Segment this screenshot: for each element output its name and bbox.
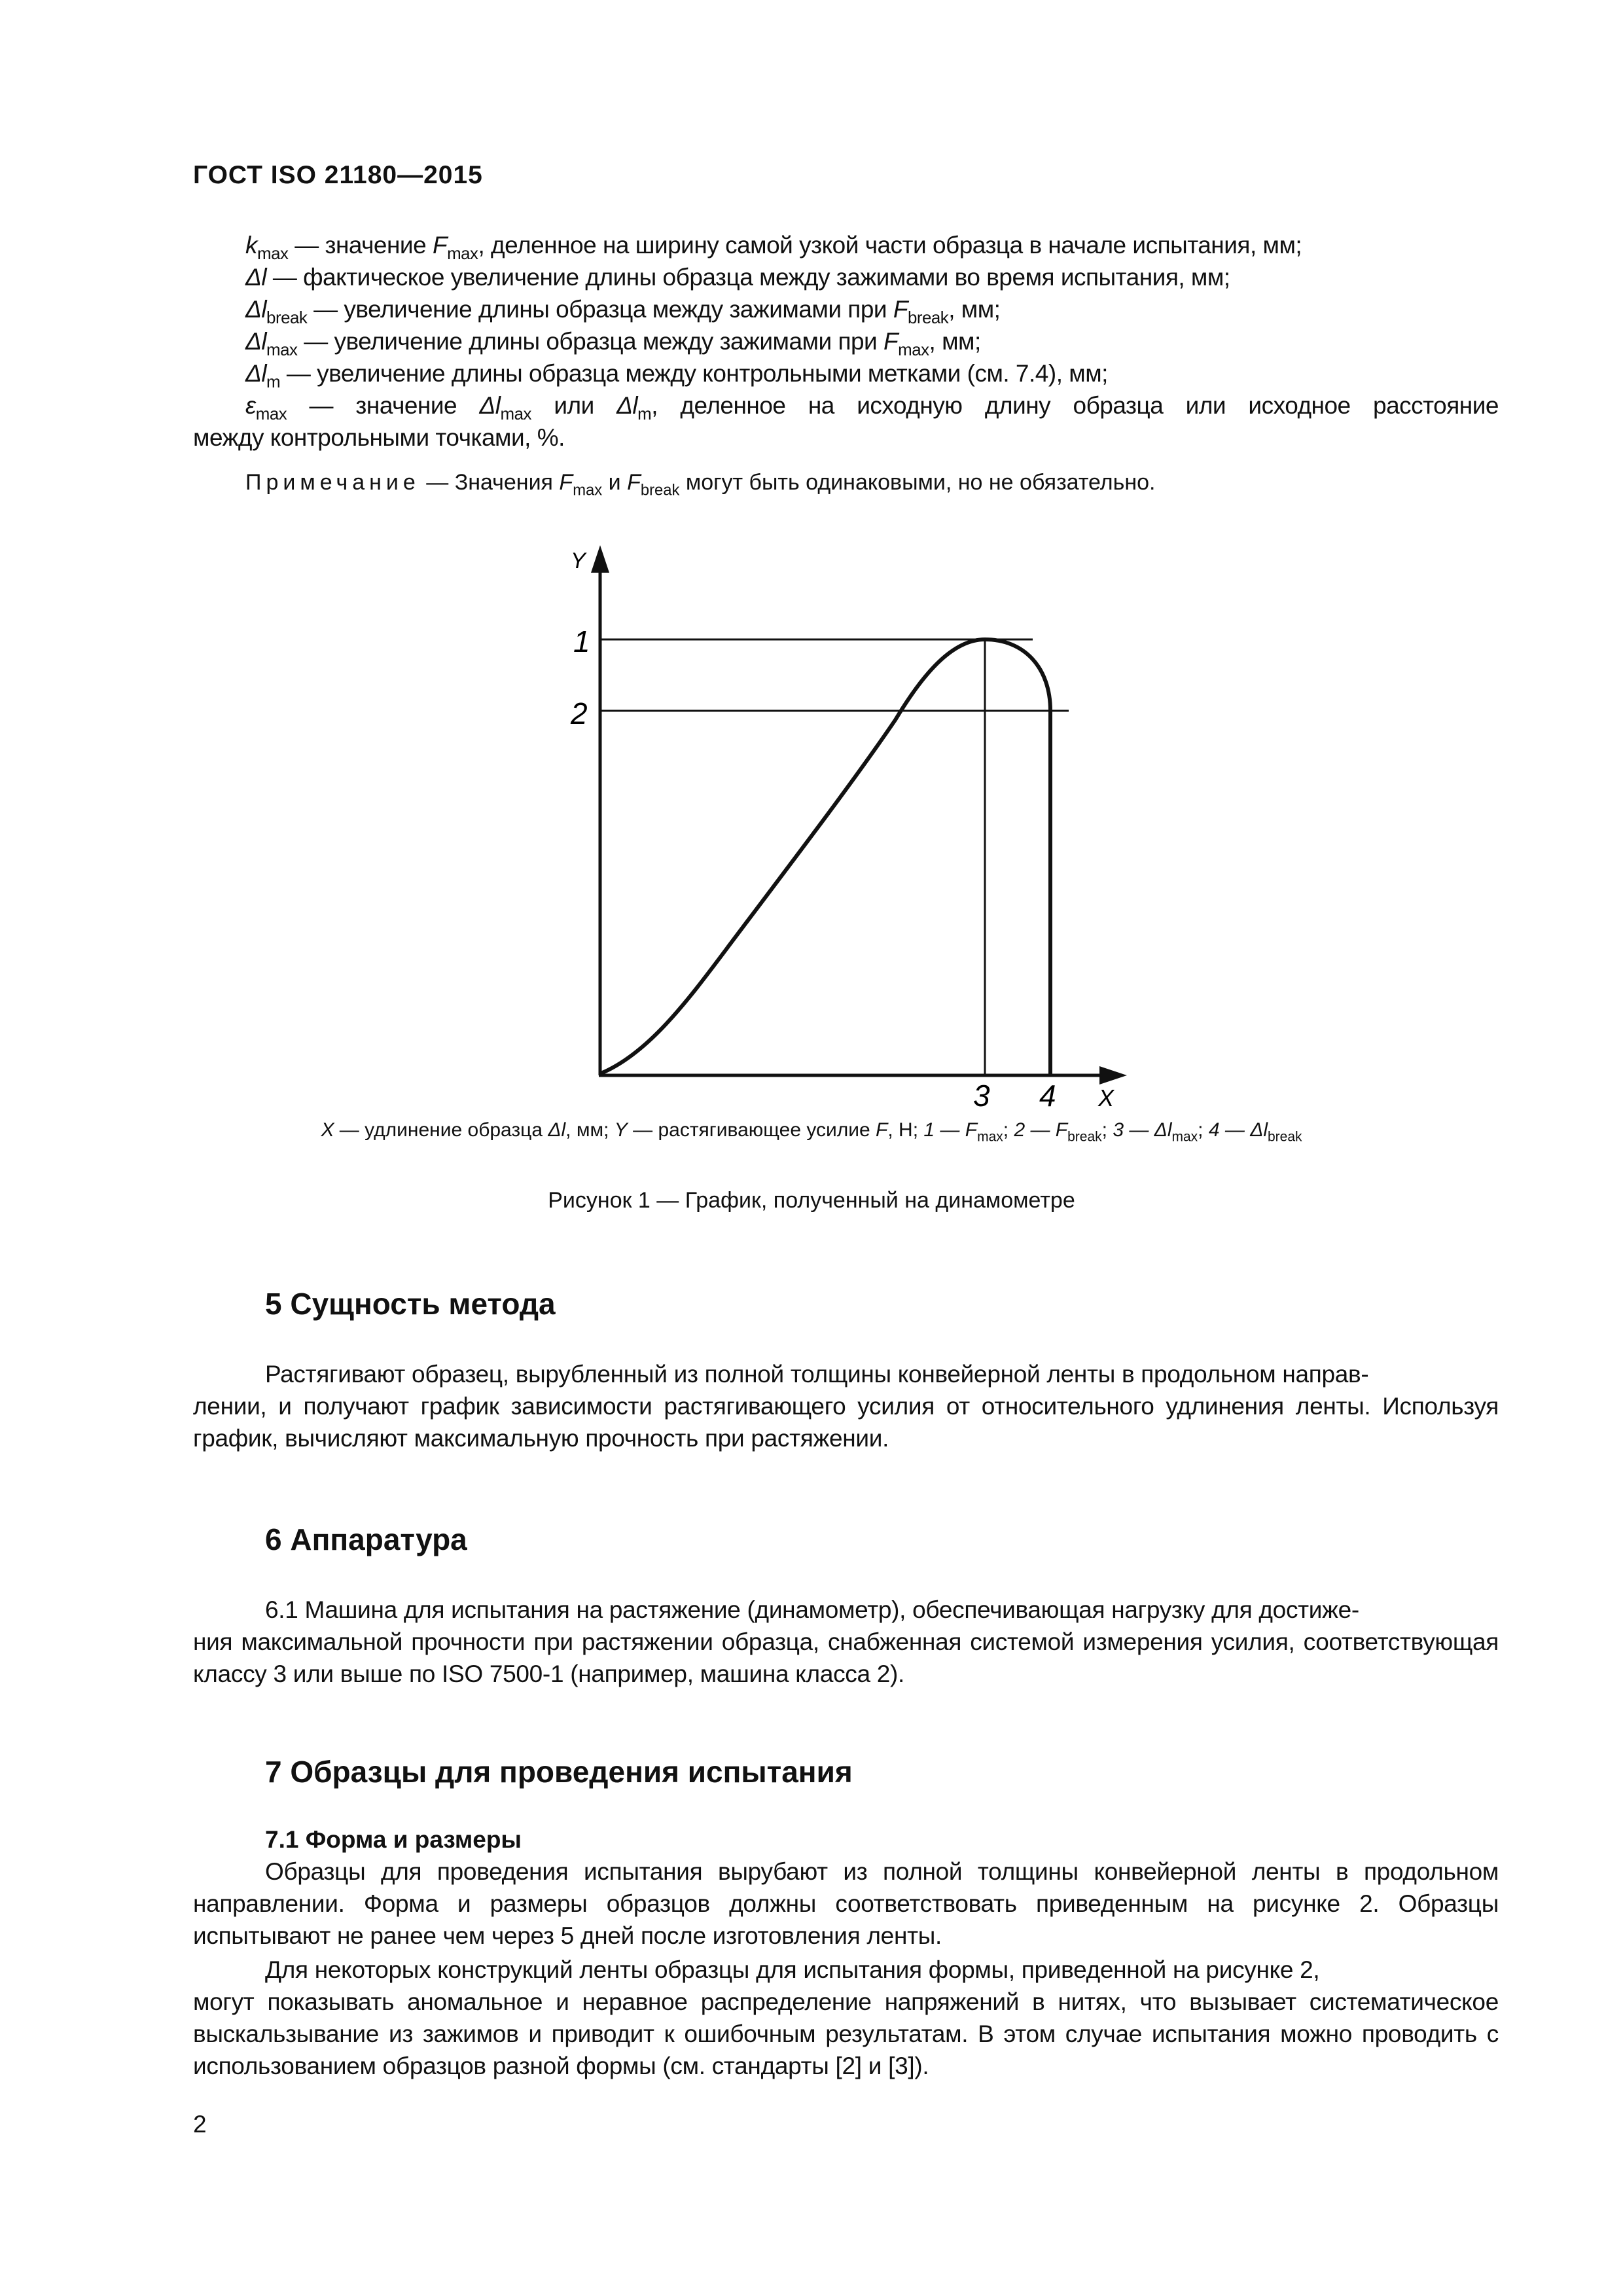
key-4-number: 4 [1208,1119,1220,1141]
key-x-unit: , мм; [565,1119,615,1141]
definition-symbol-sub: max [257,245,289,264]
definition-symbol: k [245,232,257,259]
key-3-sub: max [1171,1129,1198,1145]
definition-text-end: , деленное на ширину самой узкой части образца в начале испытания, мм; [478,232,1302,259]
key-1-number: 1 [923,1119,935,1141]
marker-4-label: 4 [1039,1079,1056,1113]
key-4-sub: break [1268,1129,1302,1145]
definition-epsilon-max-continued: между контрольными точками, %. [193,424,565,451]
section-7-paragraph-2-rest: могут показывать аномальное и неравное распределение напряжений в нитях, что вызывает систематическое выскальзывание из зажимов и приводит к ошибочным результатам. В этом случае испытания можно проводить с использованием образцов разной формы (см. стандарты [2] и [3]). [193,1988,1499,2079]
definition-text: — фактическое увеличение длины образца между зажимами во время испытания, мм; [266,264,1230,291]
definition-var: Δl [616,392,638,419]
key-4-symbol: — Δl [1219,1119,1268,1141]
note-label: Примечание [245,470,420,495]
section-6-paragraph-rest: ния максимальной прочности при растяжении образца, снабженная системой измерения усилия, соответствующая классу 3 или выше по ISO 7500-1 (например, машина класса 2). [193,1628,1499,1687]
key-y-symbol: F [876,1119,888,1141]
key-3-number: 3 [1113,1119,1124,1141]
note-var: F [627,470,641,495]
definition-delta-l-max [193,325,1499,360]
definition-text: — значение [288,232,433,259]
key-2-number: 2 [1014,1119,1026,1141]
section-7-paragraph-2-first-line: Для некоторых конструкций ленты образцы для испытания формы, приведенной на рисунке 2, [265,1956,1320,1983]
key-y-var: Y [614,1119,628,1141]
note-var: F [559,470,573,495]
marker-3-label: 3 [973,1079,990,1113]
section-7-paragraph-1 [193,1856,1499,1952]
key-2-symbol: — F [1025,1119,1068,1141]
section-7-1-title: 7.1 Форма и размеры [265,1826,522,1853]
y-axis-label: Y [571,548,586,573]
section-6-title: 6 Аппаратура [265,1522,467,1556]
load-elongation-graph [0,524,1623,1113]
key-y-text: — растягивающее усилие [627,1119,876,1141]
definition-var-sub: break [907,309,949,328]
definition-text-end: , деленное на исходную длину образца или исходное расстояние [651,392,1499,419]
definition-symbol: Δl [245,360,267,387]
definition-var-sub: m [637,405,652,424]
section-5-paragraph-rest: лении, и получают график зависимости растягивающего усилия от относительного удлинения ленты. Используя график, вычисляют максимальную прочность при растяжении. [193,1393,1499,1452]
key-3-symbol: — Δl [1124,1119,1172,1141]
definitions-list [193,229,1499,454]
definition-delta-l-break [193,293,1499,328]
definition-delta-l-m [193,357,1499,392]
definition-var: F [893,296,908,323]
note-var-sub: max [573,481,603,499]
key-1-symbol: — F [935,1119,978,1141]
key-1-sub: max [977,1129,1003,1145]
definition-k-max [193,229,1499,264]
note-text: — Значения [419,470,560,495]
definition-var: F [883,328,899,355]
key-x-symbol: Δl [548,1119,566,1141]
section-5-paragraph [193,1358,1499,1454]
definition-epsilon-max [193,389,1499,422]
note-text-end: могут быть одинаковыми, но не обязательно. [679,470,1156,495]
definition-symbol-sub: break [266,309,308,328]
definition-symbol-sub: m [266,373,281,392]
marker-1-label: 1 [573,624,590,658]
note [245,470,1156,499]
section-7-paragraph-1-text: Образцы для проведения испытания вырубают из полной толщины конвейерной ленты в продольном направлении. Форма и размеры образцов должны соответствовать приведенным на рисунке 2. Образцы испытывают не ранее чем через 5 дней после изготовления ленты. [193,1858,1499,1949]
section-5-paragraph-first-line: Растягивают образец, вырубленный из полной толщины конвейерной ленты в продольном направ- [265,1361,1369,1388]
key-separator: ; [1198,1119,1209,1141]
figure-title: Рисунок 1 — График, полученный на динамометре [548,1188,1075,1213]
x-axis-arrow-icon [1099,1066,1127,1085]
document-header: ГОСТ ISO 21180—2015 [193,161,483,189]
key-separator: ; [1101,1119,1113,1141]
definition-var-sub: max [447,245,478,264]
definition-text-end: , мм; [929,328,981,355]
definition-symbol: Δl [245,296,267,323]
definition-text-end: , мм; [948,296,1001,323]
section-5-title: 5 Сущность метода [265,1287,556,1321]
key-2-sub: break [1067,1129,1102,1145]
note-text: и [602,470,628,495]
load-curve [601,639,1050,1075]
y-axis-arrow-icon [591,545,609,573]
definition-var: F [432,232,448,259]
section-7-paragraph-2 [193,1954,1499,2082]
section-6-paragraph [193,1594,1499,1690]
definition-text: — увеличение длины образца между зажимами при [297,328,884,355]
definition-text: или [531,392,617,419]
definition-symbol: Δl [245,264,267,291]
definition-text: — увеличение длины образца между зажимами при [307,296,893,323]
section-6-paragraph-first-line: 6.1 Машина для испытания на растяжение (динамометр), обеспечивающая нагрузку для достиже- [265,1596,1359,1623]
section-7-title: 7 Образцы для проведения испытания [265,1755,853,1789]
definition-var-sub: max [898,341,929,360]
key-separator: ; [1003,1119,1014,1141]
definition-delta-l [193,261,1499,293]
definition-var: Δl [479,392,501,419]
page-number: 2 [193,2111,207,2138]
definition-symbol: ε [245,392,256,419]
key-x-var: X [321,1119,334,1141]
definition-text: — значение [287,392,480,419]
figure-key [193,1119,1430,1145]
definition-var-sub: max [500,405,531,424]
definition-text: — увеличение длины образца между контрольными метками (см. 7.4), мм; [280,360,1108,387]
note-var-sub: break [640,481,680,499]
definition-symbol-sub: max [266,341,298,360]
key-x-text: — удлинение образца [334,1119,548,1141]
marker-2-label: 2 [571,696,588,730]
definition-symbol-sub: max [255,405,287,424]
key-y-unit: , Н; [887,1119,924,1141]
definition-symbol: Δl [245,328,267,355]
x-axis-label: X [1098,1085,1115,1111]
